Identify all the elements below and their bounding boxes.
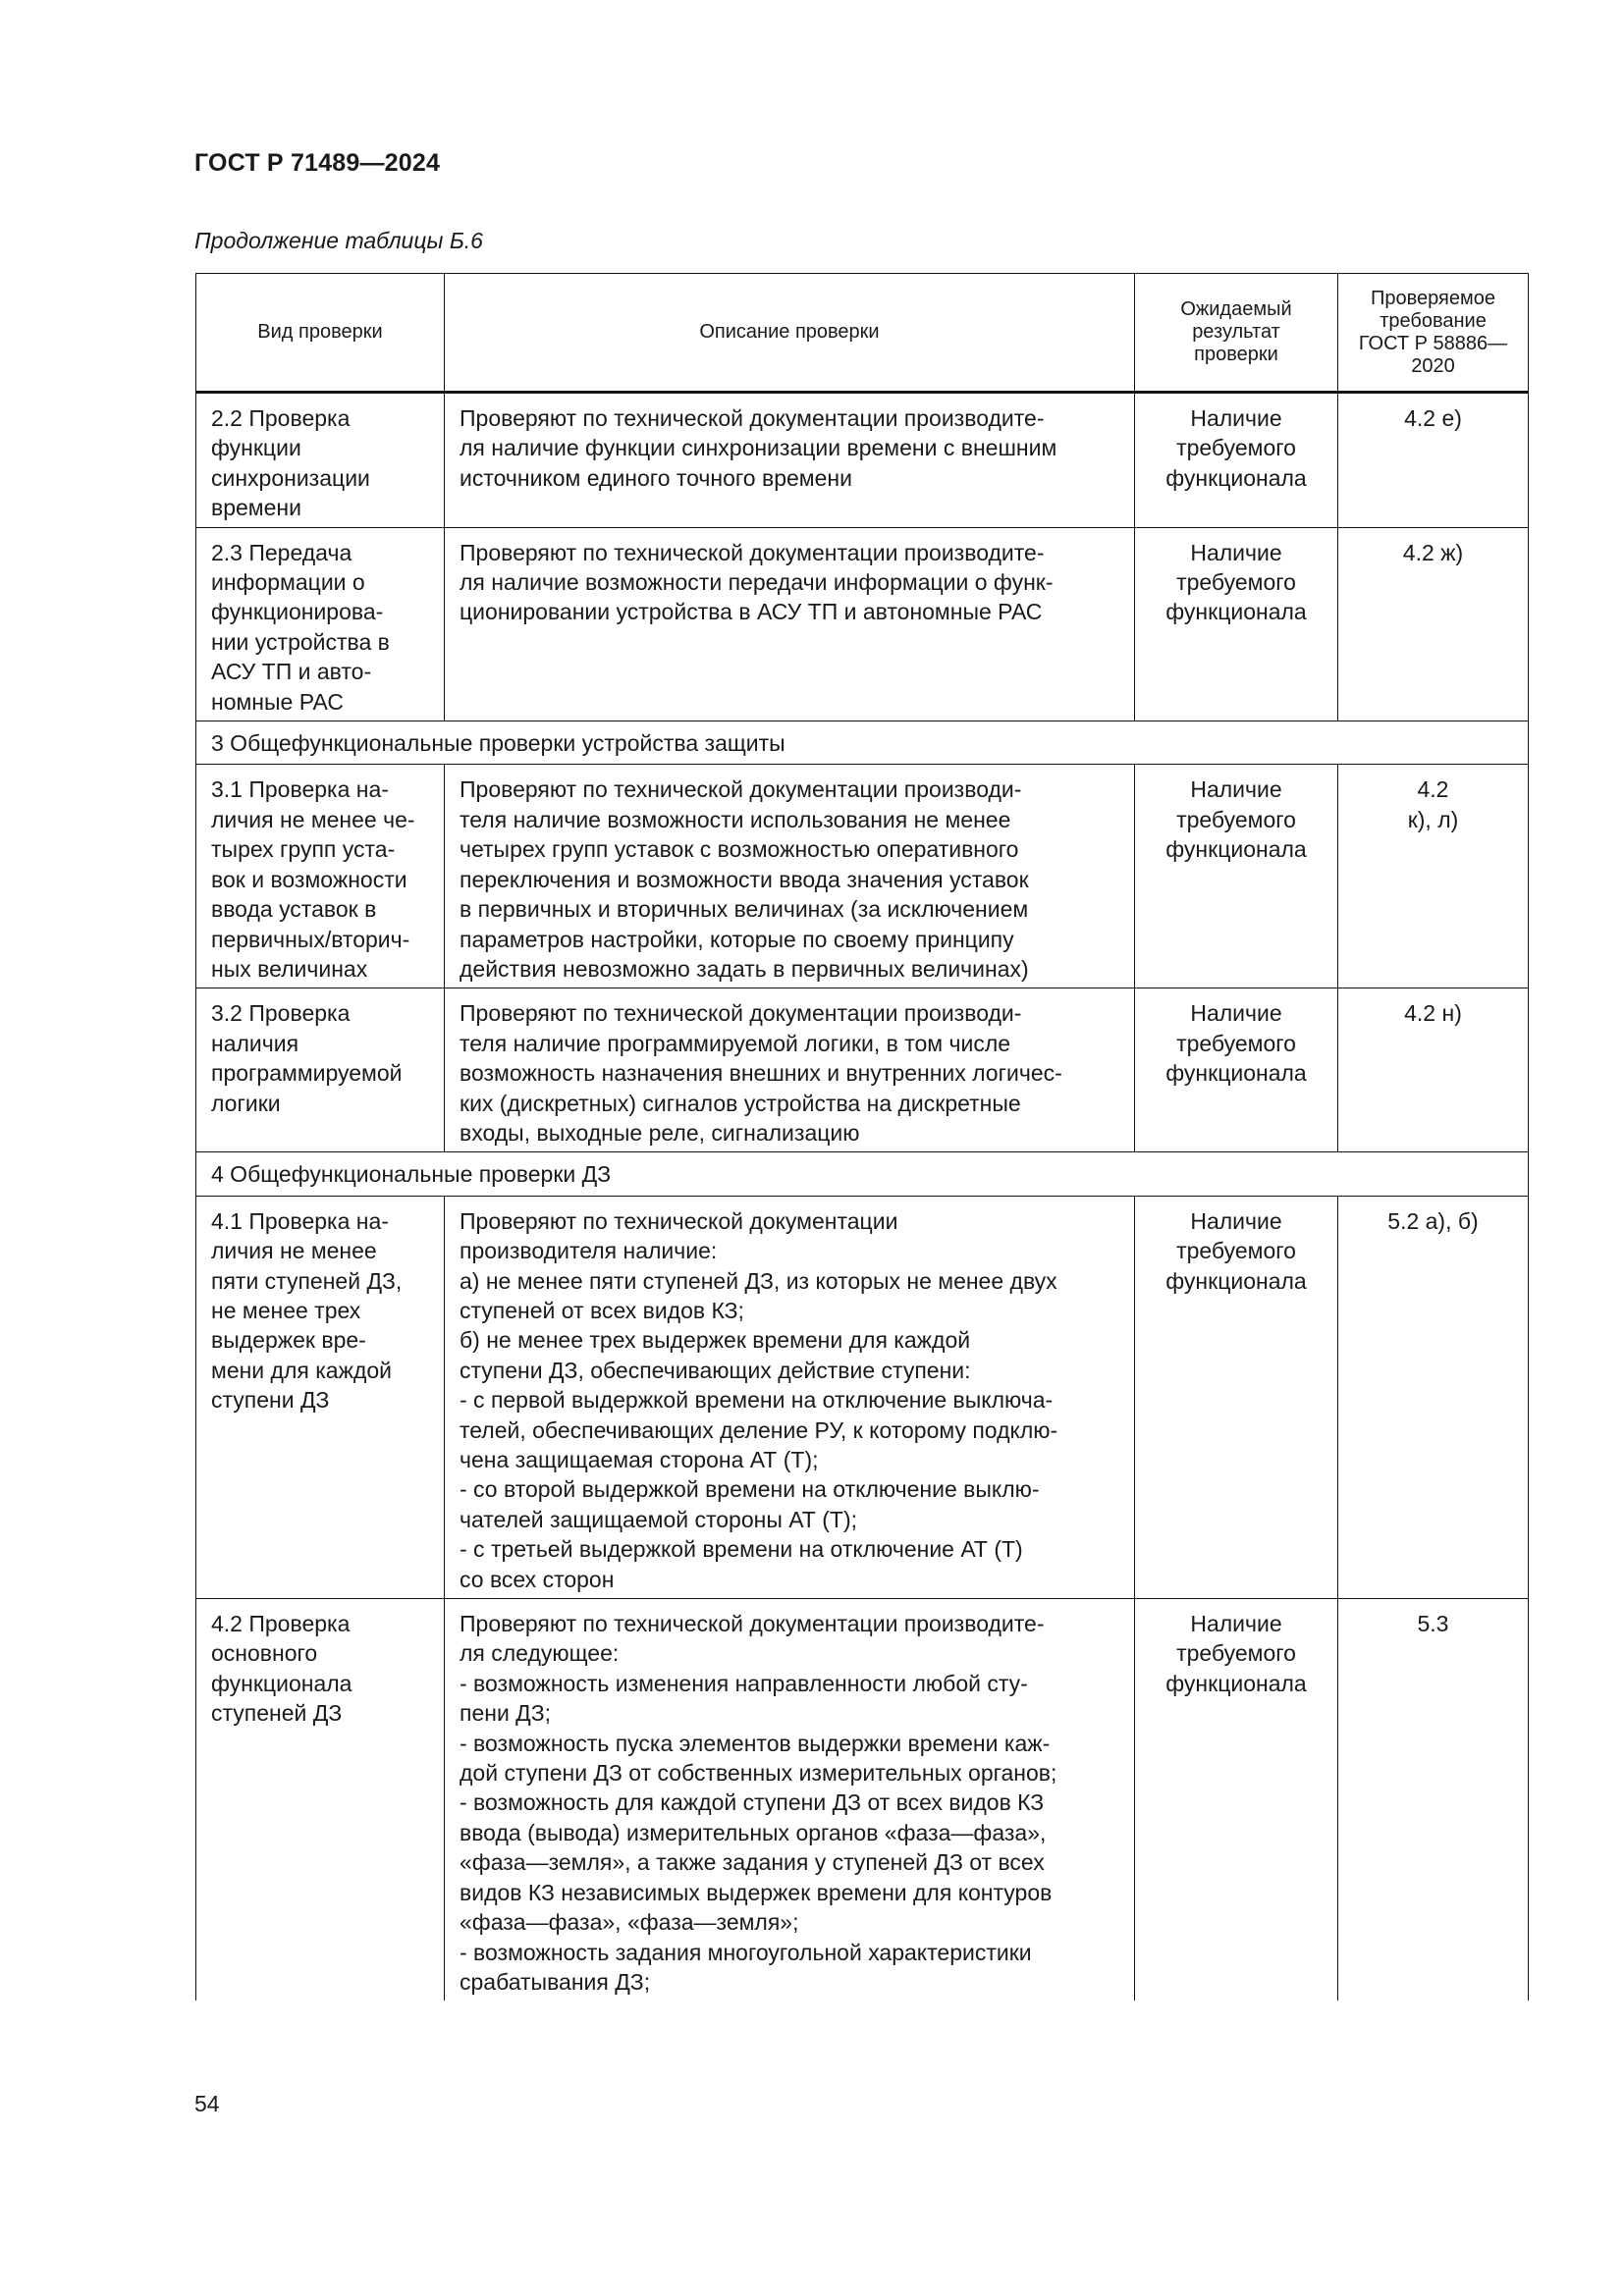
section-row [196,1152,1529,1196]
requirement-cell: 4.2 н) [1338,988,1529,1152]
table-row [196,988,1529,1152]
section-heading: 3 Общефункциональные проверки устройства защиты [196,721,1529,765]
page-number: 54 [194,2091,220,2116]
column-header-expected-result: Ожидаемый результат проверки [1135,274,1338,393]
expected-result-cell: Наличие требуемого функционала [1135,527,1338,721]
section-row [196,721,1529,765]
description-cell: Проверяют по технической документации производите- ля следующее: - возможность изменения направленности любой сту- пени ДЗ; - возможность пуска элементов выдержки времени каж- дой ступени ДЗ от собственных измерительных органов; - возможность для каждой ступени ДЗ от всех видов КЗ ввода (вывода) измерительных органов «фаза—фаза», «фаза—земля», а также задания у ступеней ДЗ от всех видов КЗ независимых выдержек времени для контуров «фаза—фаза», «фаза—земля»; - возможность задания многоугольной характеристики срабатывания ДЗ; [445,1599,1135,2002]
requirement-cell: 4.2 е) [1338,393,1529,528]
document-code: ГОСТ Р 71489—2024 [194,149,441,177]
table-caption: Продолжение таблицы Б.6 [194,228,483,253]
description-cell: Проверяют по технической документации производи- теля наличие программируемой логики, в том числе возможность назначения внешних и внутренних логичес- ких (дискретных) сигналов устройства на дискретные входы, выходные реле, сигнализацию [445,988,1135,1152]
check-type-cell: 2.3 Передача информации о функционирова- нии устройства в АСУ ТП и авто- номные РАС [196,527,445,721]
verification-table [195,273,1529,2001]
check-type-cell: 4.2 Проверка основного функционала ступеней ДЗ [196,1599,445,2002]
table-header-row [196,274,1529,393]
section-heading: 4 Общефункциональные проверки ДЗ [196,1152,1529,1196]
table-row [196,1599,1529,2002]
requirement-cell: 4.2 к), л) [1338,765,1529,988]
requirement-cell: 5.3 [1338,1599,1529,2002]
expected-result-cell: Наличие требуемого функционала [1135,988,1338,1152]
description-cell: Проверяют по технической документации производите- ля наличие функции синхронизации времени с внешним источником единого точного времени [445,393,1135,528]
description-cell: Проверяют по технической документации производителя наличие: а) не менее пяти ступеней ДЗ, из которых не менее двух ступеней от всех видов КЗ; б) не менее трех выдержек времени для каждой ступени ДЗ, обеспечивающих действие ступени: - с первой выдержкой времени на отключение выключа- телей, обеспечивающих деление РУ, к которому подклю- чена защищаемая сторона АТ (Т); - со второй выдержкой времени на отключение выклю- чателей защищаемой стороны АТ (Т); - с третьей выдержкой времени на отключение АТ (Т) со всех сторон [445,1196,1135,1598]
requirement-cell: 5.2 а), б) [1338,1196,1529,1598]
description-cell: Проверяют по технической документации производи- теля наличие возможности использования не менее четырех групп уставок с возможностью оперативного переключения и возможности ввода значения уставок в первичных и вторичных величинах (за исключением параметров настройки, которые по своему принципу действия невозможно задать в первичных величинах) [445,765,1135,988]
table-row [196,1196,1529,1598]
table-row [196,527,1529,721]
expected-result-cell: Наличие требуемого функционала [1135,1196,1338,1598]
check-type-cell: 3.2 Проверка наличия программируемой логики [196,988,445,1152]
description-cell: Проверяют по технической документации производите- ля наличие возможности передачи информации о функ- ционировании устройства в АСУ ТП и автономные РАС [445,527,1135,721]
check-type-cell: 4.1 Проверка на- личия не менее пяти ступеней ДЗ, не менее трех выдержек вре- мени для каждой ступени ДЗ [196,1196,445,1598]
table-row [196,765,1529,988]
column-header-check-type: Вид проверки [196,274,445,393]
expected-result-cell: Наличие требуемого функционала [1135,393,1338,528]
check-type-cell: 3.1 Проверка на- личия не менее че- тырех групп уста- вок и возможности ввода уставок в первичных/вторич- ных величинах [196,765,445,988]
expected-result-cell: Наличие требуемого функционала [1135,1599,1338,2002]
column-header-description: Описание проверки [445,274,1135,393]
expected-result-cell: Наличие требуемого функционала [1135,765,1338,988]
table-row [196,393,1529,528]
check-type-cell: 2.2 Проверка функции синхронизации времени [196,393,445,528]
requirement-cell: 4.2 ж) [1338,527,1529,721]
column-header-requirement: Проверяемое требование ГОСТ Р 58886— 2020 [1338,274,1529,393]
